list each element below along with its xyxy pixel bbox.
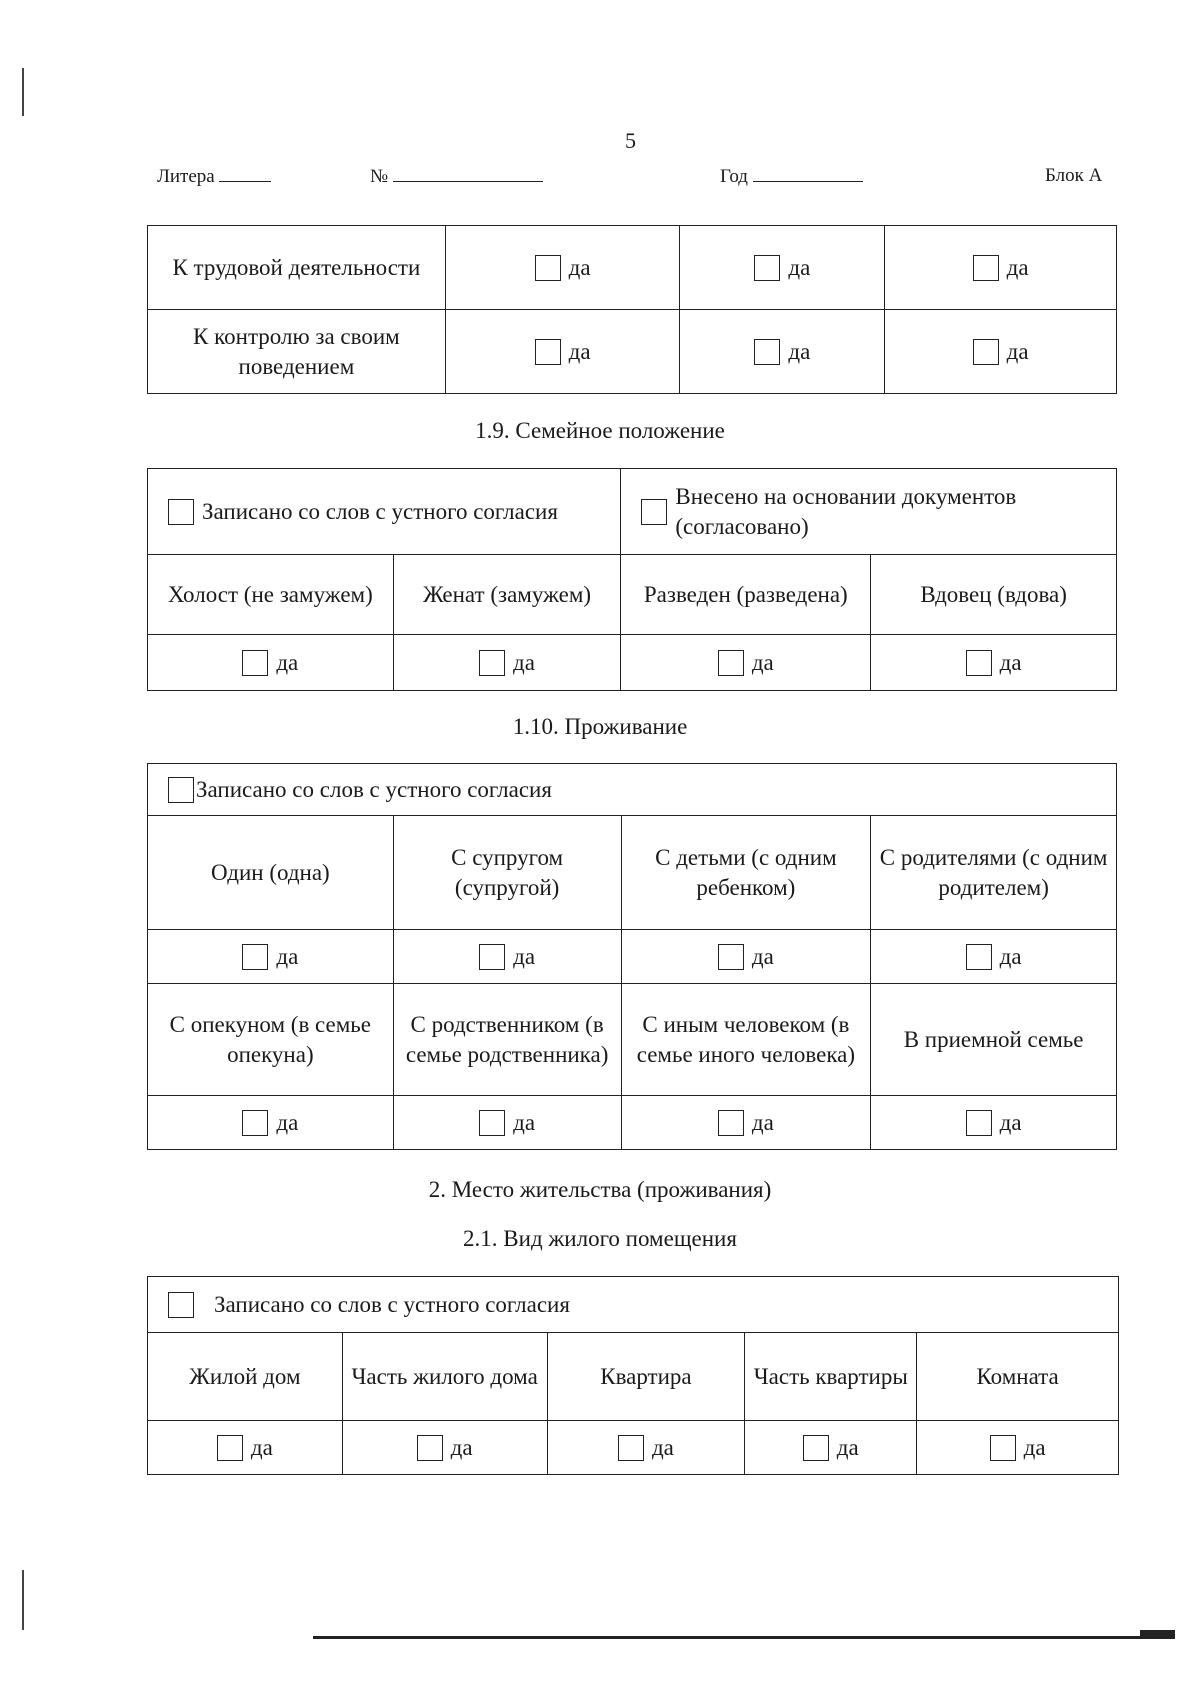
table-row	[148, 469, 1117, 555]
column-label: Холост (не замужем)	[148, 555, 394, 635]
checkbox[interactable]	[168, 777, 194, 803]
checkbox[interactable]	[168, 499, 194, 525]
yes-cell	[547, 1421, 745, 1475]
header-number-label: №	[370, 166, 389, 187]
column-label: Часть жилого дома	[342, 1333, 547, 1421]
section-1-9-heading: 1.9. Семейное положение	[475, 418, 725, 443]
header-litera-label: Литера	[157, 166, 215, 187]
checkbox[interactable]	[718, 944, 744, 970]
header-year-label: Год	[720, 166, 748, 187]
table-row	[148, 816, 1117, 930]
table-row	[148, 555, 1117, 635]
checkbox[interactable]	[535, 255, 561, 281]
number-field[interactable]	[393, 165, 543, 182]
column-label: С родственником (в семье родственника)	[393, 984, 621, 1096]
yes-cell	[871, 635, 1117, 691]
table-row	[148, 930, 1117, 984]
yes-label: да	[999, 944, 1022, 970]
checkbox[interactable]	[966, 650, 992, 676]
column-label: Часть квартиры	[745, 1333, 917, 1421]
checkbox[interactable]	[641, 499, 667, 525]
yes-label: да	[276, 650, 299, 676]
flag-cell	[621, 469, 1117, 555]
yes-cell	[148, 930, 394, 984]
checkbox[interactable]	[479, 1110, 505, 1136]
yes-label: да	[651, 1435, 674, 1461]
table-row	[148, 310, 1117, 394]
yes-label: да	[999, 1110, 1022, 1136]
checkbox[interactable]	[973, 339, 999, 365]
year-field[interactable]	[753, 165, 863, 182]
row-label: К контролю за своим поведением	[148, 310, 446, 394]
column-label: С иным человеком (в семье иного человека)	[621, 984, 871, 1096]
column-label: Квартира	[547, 1333, 745, 1421]
yes-label: да	[276, 1110, 299, 1136]
checkbox[interactable]	[990, 1435, 1016, 1461]
column-label: С родителями (с одним родителем)	[871, 816, 1117, 930]
checkbox[interactable]	[618, 1435, 644, 1461]
yes-label: да	[568, 255, 591, 281]
marital-status-table	[147, 468, 1117, 691]
checkbox[interactable]	[966, 944, 992, 970]
checkbox[interactable]	[242, 944, 268, 970]
flag-oral-label: Записано со слов с устного согласия	[202, 499, 558, 525]
yes-cell	[680, 310, 885, 394]
section-2-1-heading: 2.1. Вид жилого помещения	[463, 1226, 737, 1251]
yes-label: да	[513, 650, 535, 676]
column-label: Комната	[917, 1333, 1119, 1421]
table-row	[148, 984, 1117, 1096]
checkbox[interactable]	[718, 1110, 744, 1136]
checkbox[interactable]	[217, 1435, 243, 1461]
table-row	[148, 1333, 1119, 1421]
yes-label: да	[1006, 255, 1029, 281]
header-number	[370, 165, 543, 188]
table-row	[148, 1096, 1117, 1150]
checkbox[interactable]	[479, 650, 505, 676]
column-label: Разведен (разведена)	[621, 555, 871, 635]
scan-edge-mark-bottom	[22, 1570, 24, 1630]
column-label: Один (одна)	[148, 816, 394, 930]
yes-cell	[445, 310, 680, 394]
table-row	[148, 764, 1117, 816]
yes-label: да	[450, 1435, 473, 1461]
yes-cell	[871, 1096, 1117, 1150]
yes-label: да	[751, 1110, 774, 1136]
checkbox[interactable]	[479, 944, 505, 970]
yes-label: да	[1023, 1435, 1046, 1461]
yes-label: да	[250, 1435, 273, 1461]
checkbox[interactable]	[535, 339, 561, 365]
checkbox[interactable]	[966, 1110, 992, 1136]
flag-cell	[148, 469, 621, 555]
yes-cell	[885, 226, 1117, 310]
checkbox[interactable]	[754, 255, 780, 281]
scan-edge-mark-top	[22, 68, 24, 116]
section-1-10-heading: 1.10. Проживание	[512, 714, 688, 739]
column-label: Жилой дом	[148, 1333, 343, 1421]
capacity-table	[147, 225, 1117, 394]
checkbox[interactable]	[168, 1292, 194, 1318]
header-block: Блок А	[1045, 165, 1103, 186]
yes-label: да	[751, 650, 774, 676]
yes-cell	[148, 635, 394, 691]
yes-cell	[621, 635, 871, 691]
checkbox[interactable]	[242, 1110, 268, 1136]
yes-cell	[885, 310, 1117, 394]
section-2-heading: 2. Место жительства (проживания)	[428, 1177, 772, 1202]
footer-rule	[313, 1636, 1175, 1639]
yes-label: да	[999, 650, 1022, 676]
yes-cell	[745, 1421, 917, 1475]
table-row	[148, 1277, 1119, 1333]
yes-label: да	[276, 944, 299, 970]
column-label: Вдовец (вдова)	[871, 555, 1117, 635]
yes-cell	[393, 930, 621, 984]
column-label: Женат (замужем)	[393, 555, 621, 635]
yes-cell	[148, 1096, 394, 1150]
table-row	[148, 1421, 1119, 1475]
flag-cell	[148, 1277, 1119, 1333]
table-row	[148, 635, 1117, 691]
yes-cell	[445, 226, 680, 310]
residence-table	[147, 763, 1117, 1150]
checkbox[interactable]	[417, 1435, 443, 1461]
dwelling-type-table	[147, 1276, 1119, 1475]
flag-oral-label: Записано со слов с устного согласия	[214, 1292, 570, 1318]
column-label: С супругом (супругой)	[393, 816, 621, 930]
flag-docs-label: Внесено на основании документов (согласовано)	[675, 483, 1017, 539]
header-litera	[157, 165, 271, 188]
yes-label: да	[836, 1435, 859, 1461]
checkbox[interactable]	[718, 650, 744, 676]
yes-label: да	[513, 944, 536, 970]
checkbox[interactable]	[803, 1435, 829, 1461]
column-label: В приемной семье	[871, 984, 1117, 1096]
footer-rule-end	[1140, 1630, 1175, 1638]
yes-cell	[871, 930, 1117, 984]
yes-cell	[621, 1096, 871, 1150]
yes-cell	[393, 1096, 621, 1150]
yes-label: да	[1006, 339, 1029, 365]
column-label: С детьми (с одним ребенком)	[621, 816, 871, 930]
column-label: С опекуном (в семье опекуна)	[148, 984, 394, 1096]
flag-oral-label: Записано со слов с устного согласия	[196, 777, 552, 803]
page-number: 5	[625, 128, 636, 153]
checkbox[interactable]	[973, 255, 999, 281]
yes-label: да	[751, 944, 774, 970]
table-row	[148, 226, 1117, 310]
yes-cell	[621, 930, 871, 984]
row-label: К трудовой деятельности	[148, 226, 446, 310]
checkbox[interactable]	[754, 339, 780, 365]
yes-cell	[680, 226, 885, 310]
yes-cell	[917, 1421, 1119, 1475]
yes-cell	[342, 1421, 547, 1475]
yes-cell	[148, 1421, 343, 1475]
litera-field[interactable]	[219, 165, 271, 182]
flag-cell	[148, 764, 1117, 816]
checkbox[interactable]	[242, 650, 268, 676]
yes-label: да	[568, 339, 591, 365]
yes-cell	[393, 635, 621, 691]
yes-label: да	[788, 339, 811, 365]
header-year	[720, 165, 863, 188]
yes-label: да	[513, 1110, 536, 1136]
yes-label: да	[788, 255, 811, 281]
